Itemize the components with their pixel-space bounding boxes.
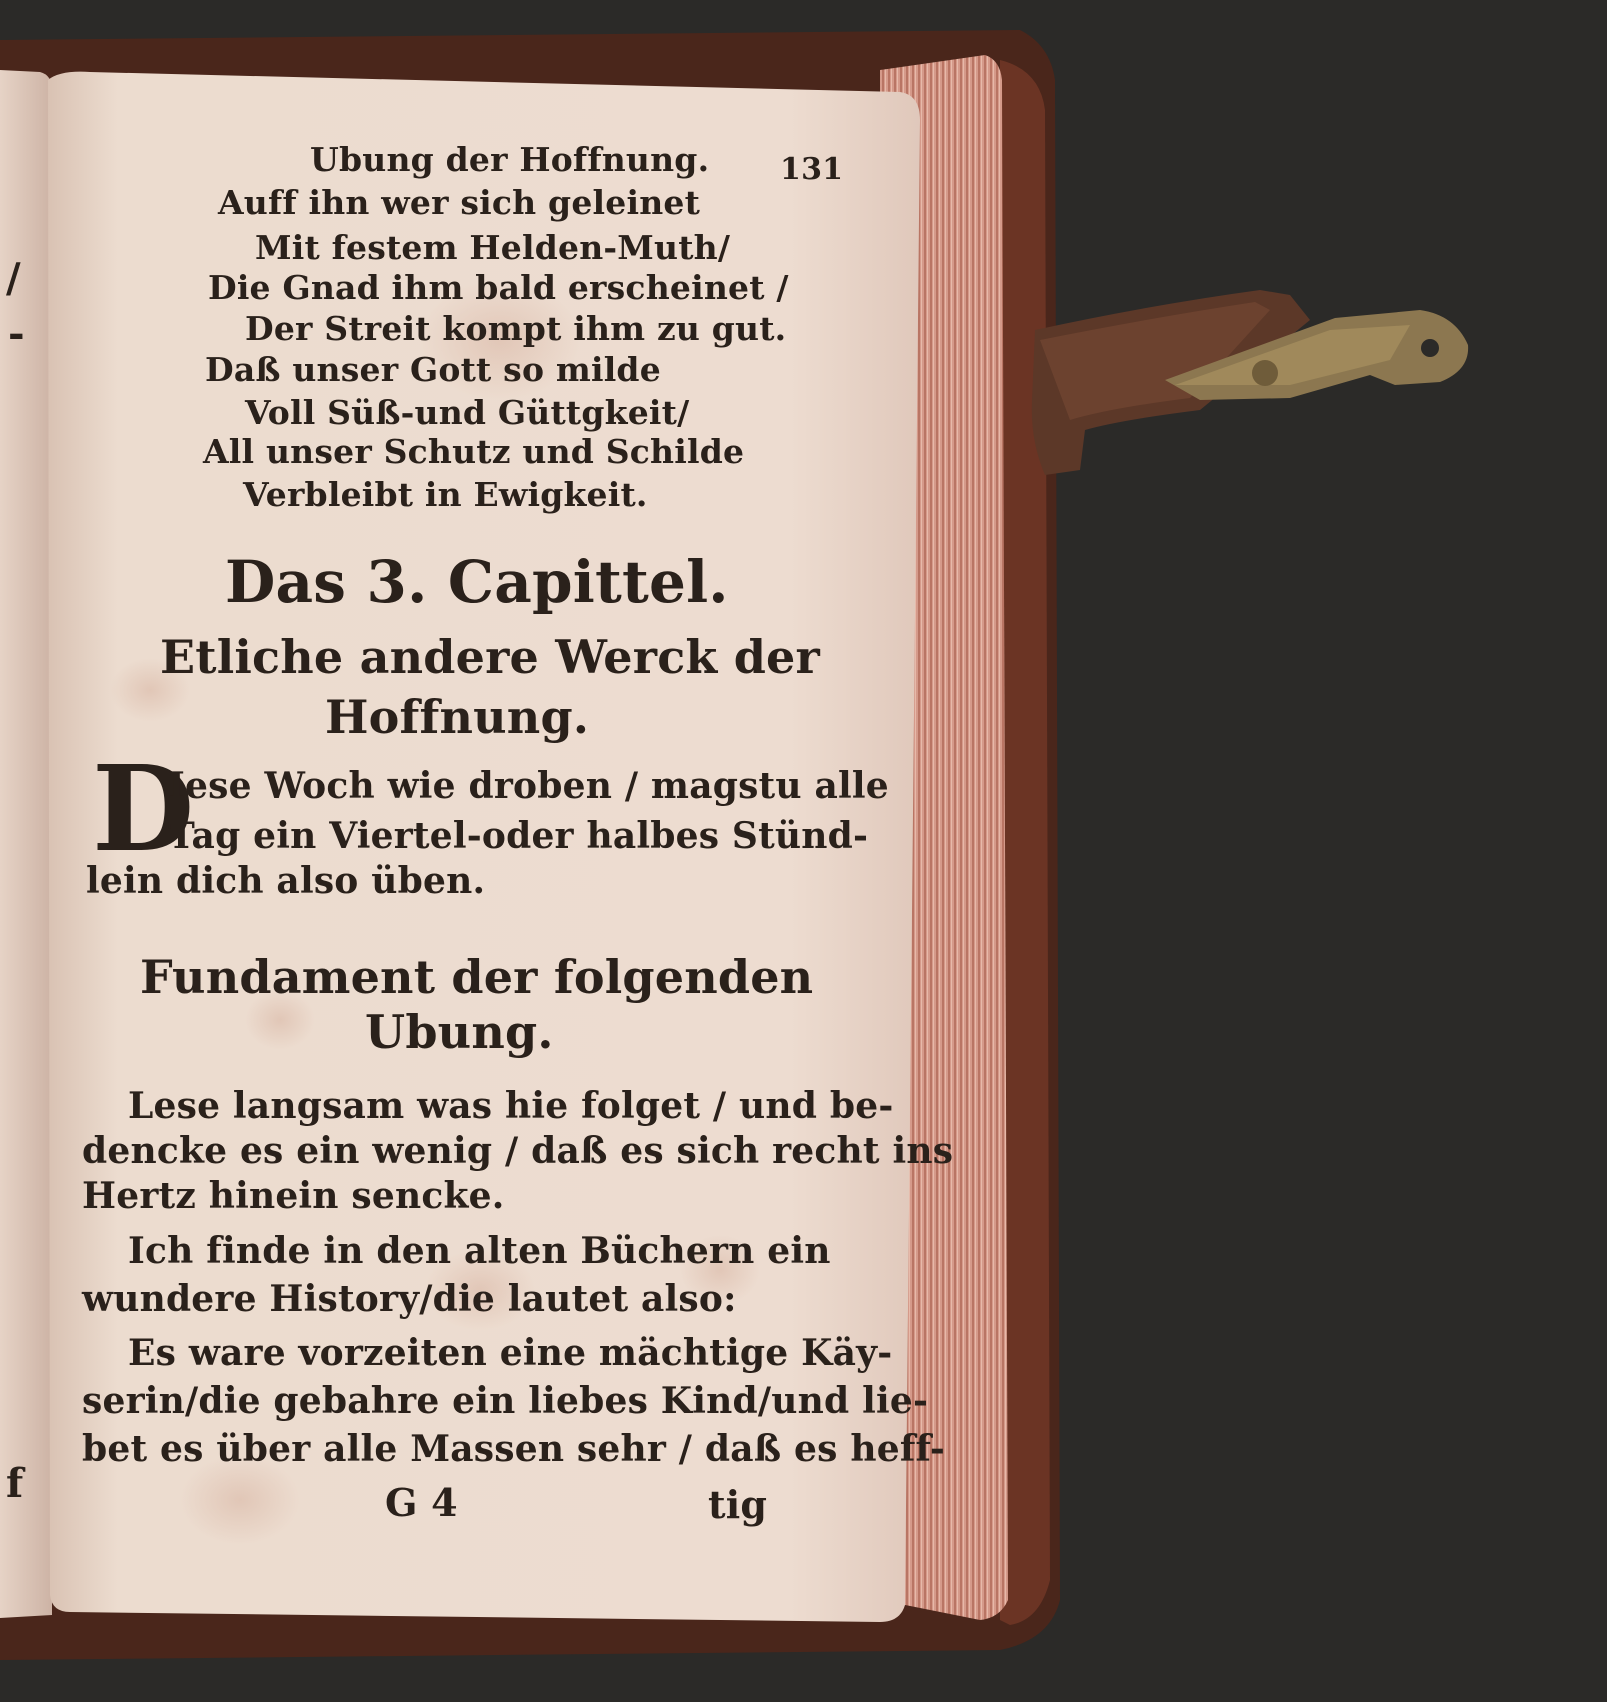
left-page-mark: - xyxy=(8,310,25,357)
verse-line: Auff ihn wer sich geleinet xyxy=(218,183,701,222)
section-heading: Fundament der folgenden xyxy=(140,950,814,1004)
body-line: dencke es ein wenig / daß es sich recht ins xyxy=(82,1130,954,1172)
chapter-title: Das 3. Capittel. xyxy=(225,548,729,616)
intro-line: Iese Woch wie droben / magstu alle xyxy=(168,765,889,807)
verse-line: Die Gnad ihm bald erscheinet / xyxy=(208,268,789,307)
body-line: Ich finde in den alten Büchern ein xyxy=(128,1230,831,1272)
chapter-subtitle: Hoffnung. xyxy=(325,690,590,744)
verse-line: Daß unser Gott so milde xyxy=(205,350,661,389)
body-line: Hertz hinein sencke. xyxy=(82,1175,505,1217)
verse-line: Voll Süß-und Güttgkeit/ xyxy=(245,393,690,432)
signature-mark: G 4 xyxy=(385,1480,458,1525)
verse-line: All unser Schutz und Schilde xyxy=(203,432,745,471)
intro-line: lein dich also üben. xyxy=(86,860,486,902)
body-line: Es ware vorzeiten eine mächtige Käy- xyxy=(128,1332,893,1374)
running-head: Ubung der Hoffnung. xyxy=(310,140,710,179)
left-page-mark: f xyxy=(6,1460,24,1507)
drop-cap: D xyxy=(92,739,195,878)
intro-line: Tag ein Viertel-oder halbes Stünd- xyxy=(168,815,869,857)
verse-line: Verbleibt in Ewigkeit. xyxy=(243,475,648,514)
left-page-mark: / xyxy=(6,255,21,302)
body-line: wundere History/die lautet also: xyxy=(82,1278,737,1320)
page-number: 131 xyxy=(780,152,844,187)
body-line: serin/die gebahre ein liebes Kind/und lie- xyxy=(82,1380,929,1422)
section-heading: Ubung. xyxy=(365,1005,554,1059)
body-line: Lese langsam was hie folget / und be- xyxy=(128,1085,894,1127)
body-line: bet es über alle Massen sehr / daß es heff- xyxy=(82,1428,946,1470)
chapter-subtitle: Etliche andere Werck der xyxy=(160,630,820,684)
verse-line: Der Streit kompt ihm zu gut. xyxy=(245,309,787,348)
catchword: tig xyxy=(708,1482,768,1527)
verse-line: Mit festem Helden-Muth/ xyxy=(255,228,731,267)
